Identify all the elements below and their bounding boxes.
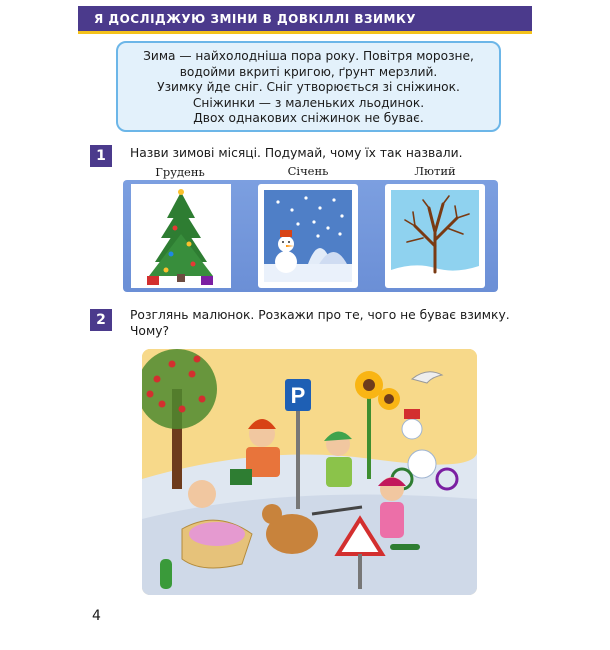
parking-sign-letter: P [290, 383, 306, 408]
info-line: Узимку йде сніг. Сніг утворюється зі сніжинок. [157, 80, 460, 95]
bare-tree-icon [385, 184, 485, 288]
christmas-tree-icon [131, 184, 231, 288]
task-2-text-line2: Чому? [130, 324, 170, 338]
task-2-number: 2 [90, 309, 112, 331]
month-label-december: Грудень [155, 165, 205, 179]
task-1-number: 1 [90, 145, 112, 167]
info-line: Двох однакових сніжинок не буває. [193, 111, 424, 126]
header-stripe [78, 31, 532, 34]
month-card-january [258, 184, 358, 288]
snowman-icon [258, 184, 358, 288]
info-line: Зима — найхолодніша пора року. Повітря морозне, [143, 49, 474, 63]
section-header [78, 6, 532, 31]
month-label-february: Лютий [414, 164, 456, 178]
info-box [116, 41, 501, 132]
info-line: Сніжинки — з маленьких льодинок. [192, 95, 425, 110]
section-title: Я ДОСЛІДЖУЮ ЗМІНИ В ДОВКІЛЛІ ВЗИМКУ [94, 11, 417, 26]
month-label-january: Січень [287, 164, 329, 178]
task-1-text: Назви зимові місяці. Подумай, чому їх так назвали. [130, 146, 463, 160]
month-card-december [131, 184, 231, 288]
task-2-text-line1: Розглянь малюнок. Розкажи про те, чого не буває взимку. [130, 308, 510, 322]
info-line: водойми вкриті кригою, ґрунт мерзлий. [179, 64, 438, 79]
winter-scene-illustration [142, 349, 477, 595]
winter-scene-icon [142, 349, 477, 595]
page-number: 4 [92, 608, 101, 624]
month-card-february [385, 184, 485, 288]
